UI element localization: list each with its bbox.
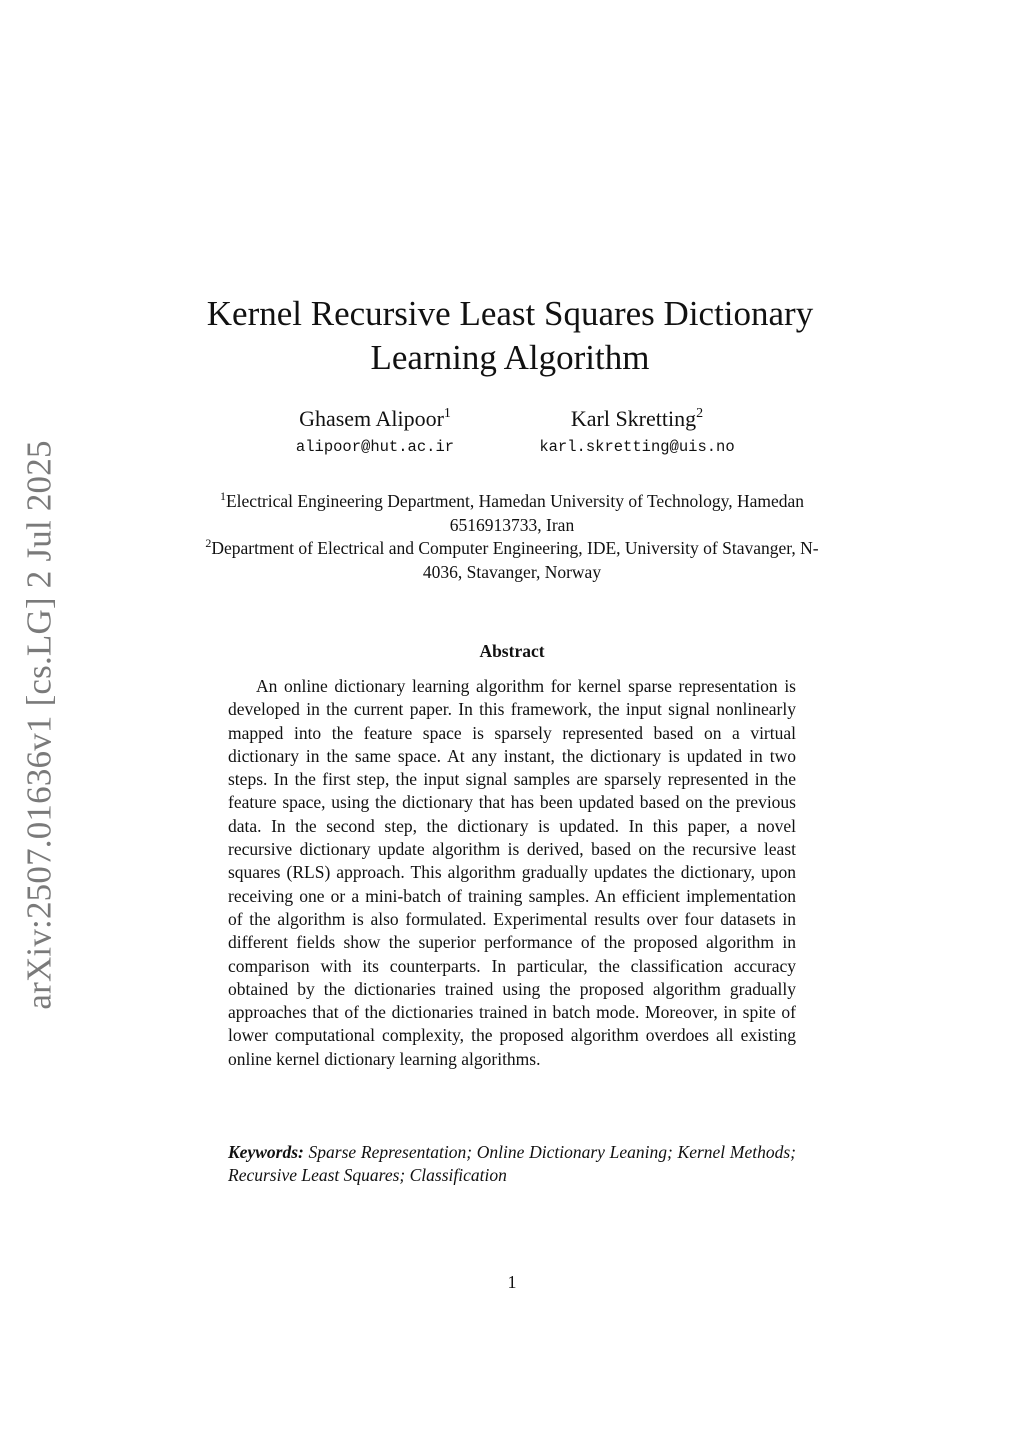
affiliation-2 (190, 537, 834, 584)
author-1-name-line (272, 404, 478, 434)
paper-title (150, 292, 870, 380)
page-number: 1 (507, 1272, 517, 1292)
affiliation-1 (190, 490, 834, 537)
keywords (228, 1141, 796, 1188)
affiliations (190, 490, 834, 584)
author-2-name-line (522, 404, 752, 434)
author-1-email: alipoor@hut.ac.ir (295, 438, 455, 456)
author-1-name: Ghasem Alipoor (299, 406, 444, 431)
keywords-list: Sparse Representation; Online Dictionary Leaning; Kernel Methods; Recursive Least Squares; Classification (228, 1142, 796, 1186)
affiliation-2-mark: 2 (205, 536, 212, 550)
author-2-name: Karl Skretting (570, 406, 697, 431)
abstract-body: An online dictionary learning algorithm for kernel sparse representation is developed in the current paper. In this framework, the input signal nonlinearly mapped into the feature space is sparsely represented based on a virtual dictionary in the same space. At any instant, the dictionary is updated in two steps. In the first step, the input signal samples are sparsely represented in the feature space, using the dictionary that has been updated based on the previous data. In the second step, the dictionary is updated. In this paper, a novel recursive dictionary update algorithm is derived, based on the recursive least squares (RLS) approach. This algorithm gradually updates the dictionary, upon receiving one or a mini-batch of training samples. An efficient implementation of the algorithm is also formulated. Experimental results over four datasets in different fields show the superior performance of the proposed algorithm in comparison with its counterparts. In particular, the classification accuracy obtained by the dictionaries trained using the proposed algorithm gradually approaches that of the dictionaries trained in batch mode. Moreover, in spite of lower computational complexity, the proposed algorithm overdoes all existing online kernel dictionary learning algorithms. (228, 676, 796, 1069)
arxiv-identifier-text: arXiv:2507.01636v1 [cs.LG] 2 Jul 2025 (20, 440, 59, 1010)
author-1-affiliation-mark: 1 (443, 406, 451, 421)
abstract-heading: Abstract (479, 641, 545, 661)
author-2 (522, 404, 752, 460)
author-block (0, 404, 1024, 474)
author-2-affiliation-mark: 2 (696, 406, 704, 421)
author-1 (272, 404, 478, 460)
affiliation-1-mark: 1 (219, 489, 226, 503)
arxiv-identifier-stamp (19, 440, 61, 1010)
affiliation-2-text: Department of Electrical and Computer Engineering, IDE, University of Stavanger, N-4036, Stavanger, Norway (211, 538, 819, 582)
paper-title-line-2: Learning Algorithm (370, 338, 650, 377)
keywords-label: Keywords: (228, 1142, 304, 1162)
paper-title-line-1: Kernel Recursive Least Squares Dictionary (206, 294, 814, 333)
author-2-email: karl.skretting@uis.no (539, 438, 735, 456)
affiliation-1-text: Electrical Engineering Department, Hamedan University of Technology, Hamedan 6516913733, Iran (225, 491, 804, 535)
